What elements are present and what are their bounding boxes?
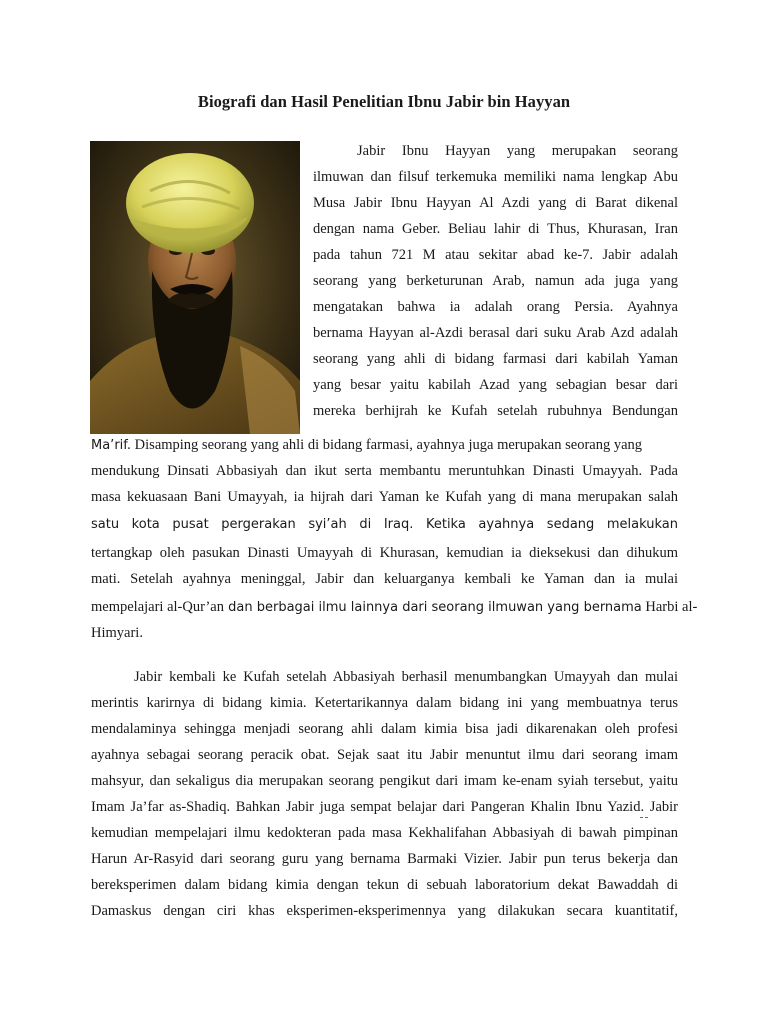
portrait-image (90, 141, 300, 434)
document-title: Biografi dan Hasil Penelitian Ibnu Jabir bin Hayyan (197, 92, 571, 111)
text-line: seorang yang ahli di bidang farmasi dari kabilah Yaman (313, 351, 678, 367)
text-line: masa kekuasaan Bani Umayyah, ia hijrah dari Yaman ke Kufah yang di mana merupakan salah (91, 489, 678, 505)
text-line: Imam Ja’far as-Shadiq. Bahkan Jabir juga sempat belajar dari Pangeran Khalin Ibnu Yazid. Jabir (91, 799, 678, 815)
text-line: bereksperimen dalam bidang kimia dengan tekun di sebuah laboratorium dekat Bawaddah di (91, 877, 678, 893)
text-line: ayahnya sebagai seorang peracik obat. Sejak saat itu Jabir menuntut ilmu dari seorang imam (91, 747, 678, 763)
text-line: tertangkap oleh pasukan Dinasti Umayyah di Khurasan, kemudian ia dieksekusi dan dihukum (91, 545, 678, 561)
text-fragment: dan berbagai ilmu lainnya dari seorang ilmuwan yang bernama (224, 600, 642, 615)
text-line: mendukung Dinsati Abbasiyah dan ikut serta membantu meruntuhkan Dinasti Umayyah. Pada (91, 463, 678, 479)
text-line: mati. Setelah ayahnya meninggal, Jabir dan keluarganya kembali ke Yaman dan ia mulai (91, 571, 678, 587)
text-line: mereka berhijrah ke Kufah setelah rubuhnya Bendungan (313, 403, 678, 419)
text-line: dengan nama Geber. Beliau lahir di Thus, Khurasan, Iran (313, 221, 678, 237)
text-line: kemudian mempelajari ilmu kedokteran pada masa Kekhalifahan Abbasiyah di bawah pimpinan (91, 825, 678, 841)
text-line: mendalaminya sehingga menjadi seorang ahli dalam kimia bisa jadi dikarenakan oleh profesi (91, 721, 678, 737)
text-line: Harun Ar-Rasyid dari seorang guru yang bernama Barmaki Vizier. Jabir pun terus bekerja dan (91, 851, 678, 867)
text-line: mengatakan bahwa ia adalah orang Persia. Ayahnya (313, 299, 678, 315)
text-line: ilmuwan dan filsuf terkemuka memiliki nama lengkap Abu (313, 169, 678, 185)
text-fragment: Disamping seorang yang ahli di bidang farmasi, ayahnya juga merupakan seorang yang (131, 437, 643, 453)
text-line: Musa Jabir Ibnu Hayyan Al Azdi yang di Barat dikenal (313, 195, 678, 211)
text-line: Himyari. (91, 625, 143, 641)
text-line: Jabir Ibnu Hayyan yang merupakan seorang (357, 143, 678, 159)
text-line: seorang yang berketurunan Arab, namun ada juga yang (313, 273, 678, 289)
text-fragment: Ma’rif. (91, 438, 132, 453)
text-line: pada tahun 721 M atau sekitar abad ke-7. Jabir adalah (313, 247, 678, 263)
text-fragment: Harbi al- (641, 599, 698, 615)
spellcheck-underline (640, 814, 648, 818)
text-line (91, 432, 678, 458)
text-line: satu kota pusat pergerakan syi’ah di Iraq. Ketika ayahnya sedang melakukan (91, 517, 678, 532)
text-line: merintis karirnya di bidang kimia. Ketertarikannya dalam bidang ini yang membuatnya terus (91, 695, 678, 711)
text-line: yang besar yaitu kabilah Azad yang sebagian besar dari (313, 377, 678, 393)
text-line: mahsyur, dan sekaligus dia merupakan seorang pengikut dari imam ke-enam syiah tersebut, yaitu (91, 773, 678, 789)
text-fragment: mempelajari al-Qur’an (91, 599, 224, 615)
text-line: Damaskus dengan ciri khas eksperimen-eksperimennya yang dilakukan secara kuantitatif, (91, 903, 678, 919)
text-line: Jabir kembali ke Kufah setelah Abbasiyah berhasil menumbangkan Umayyah dan mulai (134, 669, 678, 685)
text-line: bernama Hayyan al-Azdi berasal dari suku Arab Azd adalah (313, 325, 678, 341)
portrait-of-jabir-icon (90, 141, 300, 434)
text-line (91, 594, 698, 620)
